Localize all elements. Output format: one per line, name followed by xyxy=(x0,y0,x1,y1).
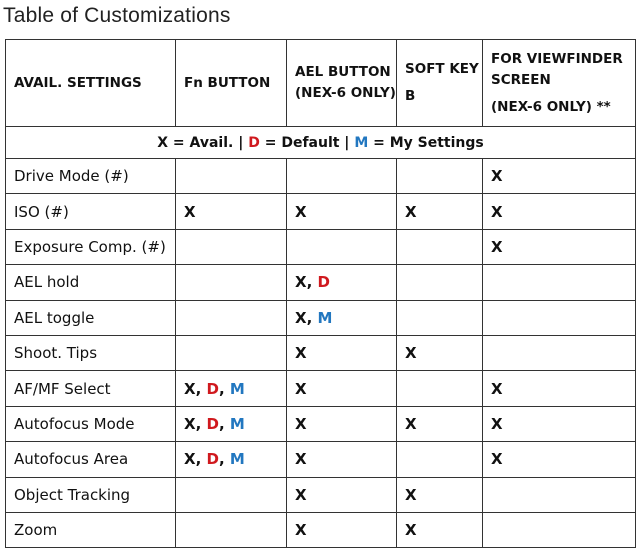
cell-ael-button xyxy=(287,371,397,406)
setting-label: Autofocus Mode xyxy=(6,406,176,441)
available-mark: X xyxy=(295,485,307,504)
available-mark: X xyxy=(405,485,417,504)
cell-fn-button xyxy=(176,512,287,547)
cell-viewfinder-screen xyxy=(483,512,636,547)
available-mark: X xyxy=(295,308,307,327)
cell-soft-key-b xyxy=(397,194,483,229)
cell-ael-button xyxy=(287,406,397,441)
setting-label: AF/MF Select xyxy=(6,371,176,406)
table-row xyxy=(6,406,636,441)
legend-row xyxy=(6,127,636,159)
available-mark: X xyxy=(405,521,417,540)
cell-viewfinder-screen xyxy=(483,265,636,300)
header-line: Fn BUTTON xyxy=(184,74,271,91)
legend-default-text: = Default xyxy=(259,134,340,151)
cell-soft-key-b xyxy=(397,477,483,512)
cell-viewfinder-screen xyxy=(483,442,636,477)
available-mark: X xyxy=(491,237,503,256)
legend-separator: | xyxy=(339,134,355,151)
header-avail-settings xyxy=(6,40,176,127)
default-mark: D xyxy=(317,273,330,292)
header-line: (NEX-6 ONLY) xyxy=(295,85,396,101)
cell-ael-button xyxy=(287,229,397,264)
cell-soft-key-b xyxy=(397,229,483,264)
cell-viewfinder-screen xyxy=(483,335,636,370)
header-line: AVAIL. SETTINGS xyxy=(14,74,142,91)
table-row xyxy=(6,477,636,512)
cell-ael-button xyxy=(287,477,397,512)
setting-label: Autofocus Area xyxy=(6,442,176,477)
table-row xyxy=(6,194,636,229)
cell-fn-button: X, D, M xyxy=(176,406,287,441)
legend-mysettings-text: = My Settings xyxy=(368,134,484,151)
default-mark: D xyxy=(206,414,219,433)
available-mark: X xyxy=(295,450,307,469)
available-mark: X xyxy=(491,167,503,186)
header-line: AEL BUTTON xyxy=(295,64,391,80)
cell-viewfinder-screen xyxy=(483,300,636,335)
table-row xyxy=(6,371,636,406)
available-mark: X xyxy=(491,202,503,221)
cell-soft-key-b xyxy=(397,512,483,547)
available-mark: X xyxy=(405,202,417,221)
cell-fn-button: X, D, M xyxy=(176,442,287,477)
cell-soft-key-b xyxy=(397,300,483,335)
available-mark: X xyxy=(295,521,307,540)
default-mark: D xyxy=(206,450,219,469)
setting-label: AEL hold xyxy=(6,265,176,300)
cell-fn-button xyxy=(176,335,287,370)
available-mark: X xyxy=(184,379,196,398)
my-settings-mark: M xyxy=(229,450,245,469)
available-mark: X xyxy=(295,379,307,398)
setting-label: Exposure Comp. (#) xyxy=(6,229,176,264)
cell-ael-button: X, D xyxy=(287,265,397,300)
table-row xyxy=(6,265,636,300)
legend-default-key: D xyxy=(248,134,260,151)
table-row xyxy=(6,229,636,264)
header-line: FOR VIEWFINDER xyxy=(491,50,623,67)
cell-fn-button xyxy=(176,194,287,229)
cell-ael-button xyxy=(287,442,397,477)
header-line: B xyxy=(405,88,416,104)
setting-label: Drive Mode (#) xyxy=(6,159,176,194)
table-row xyxy=(6,442,636,477)
table-row xyxy=(6,335,636,370)
cell-ael-button xyxy=(287,335,397,370)
cell-fn-button: X, D, M xyxy=(176,371,287,406)
cell-viewfinder-screen xyxy=(483,477,636,512)
cell-ael-button: X, M xyxy=(287,300,397,335)
table-row xyxy=(6,159,636,194)
cell-viewfinder-screen xyxy=(483,229,636,264)
header-fn-button xyxy=(176,40,287,127)
cell-soft-key-b xyxy=(397,442,483,477)
my-settings-mark: M xyxy=(317,308,333,327)
cell-fn-button xyxy=(176,300,287,335)
available-mark: X xyxy=(295,344,307,363)
setting-label: Object Tracking xyxy=(6,477,176,512)
header-row xyxy=(6,40,636,127)
cell-soft-key-b xyxy=(397,159,483,194)
setting-label: Shoot. Tips xyxy=(6,335,176,370)
available-mark: X xyxy=(491,450,503,469)
available-mark: X xyxy=(491,379,503,398)
cell-fn-button xyxy=(176,265,287,300)
my-settings-mark: M xyxy=(229,414,245,433)
available-mark: X xyxy=(184,450,196,469)
available-mark: X xyxy=(491,414,503,433)
legend-cell xyxy=(6,127,636,159)
header-soft-key-b xyxy=(397,40,483,127)
available-mark: X xyxy=(184,202,196,221)
legend-mysettings-key: M xyxy=(354,134,369,151)
cell-soft-key-b xyxy=(397,406,483,441)
cell-soft-key-b xyxy=(397,265,483,300)
legend-separator: | xyxy=(233,134,249,151)
cell-ael-button xyxy=(287,194,397,229)
table-row xyxy=(6,300,636,335)
cell-soft-key-b xyxy=(397,335,483,370)
available-mark: X xyxy=(295,414,307,433)
cell-viewfinder-screen xyxy=(483,159,636,194)
cell-fn-button xyxy=(176,477,287,512)
setting-label: Zoom xyxy=(6,512,176,547)
available-mark: X xyxy=(295,273,307,292)
cell-ael-button xyxy=(287,512,397,547)
default-mark: D xyxy=(206,379,219,398)
cell-fn-button xyxy=(176,229,287,264)
legend-avail: X = Avail. xyxy=(157,134,234,151)
header-line: (NEX-6 ONLY) ** xyxy=(491,98,611,115)
cell-fn-button xyxy=(176,159,287,194)
header-line: SCREEN xyxy=(491,71,551,88)
document-title: Table of Customizations xyxy=(3,4,231,27)
available-mark: X xyxy=(405,344,417,363)
header-viewfinder-screen xyxy=(483,40,636,127)
available-mark: X xyxy=(405,414,417,433)
table-row xyxy=(6,512,636,547)
available-mark: X xyxy=(184,414,196,433)
cell-viewfinder-screen xyxy=(483,406,636,441)
available-mark: X xyxy=(295,202,307,221)
cell-ael-button xyxy=(287,159,397,194)
cell-viewfinder-screen xyxy=(483,194,636,229)
cell-viewfinder-screen xyxy=(483,371,636,406)
setting-label: AEL toggle xyxy=(6,300,176,335)
customizations-table xyxy=(5,39,636,548)
cell-soft-key-b xyxy=(397,371,483,406)
my-settings-mark: M xyxy=(229,379,245,398)
header-ael-button xyxy=(287,40,397,127)
setting-label: ISO (#) xyxy=(6,194,176,229)
header-line: SOFT KEY xyxy=(405,61,479,77)
